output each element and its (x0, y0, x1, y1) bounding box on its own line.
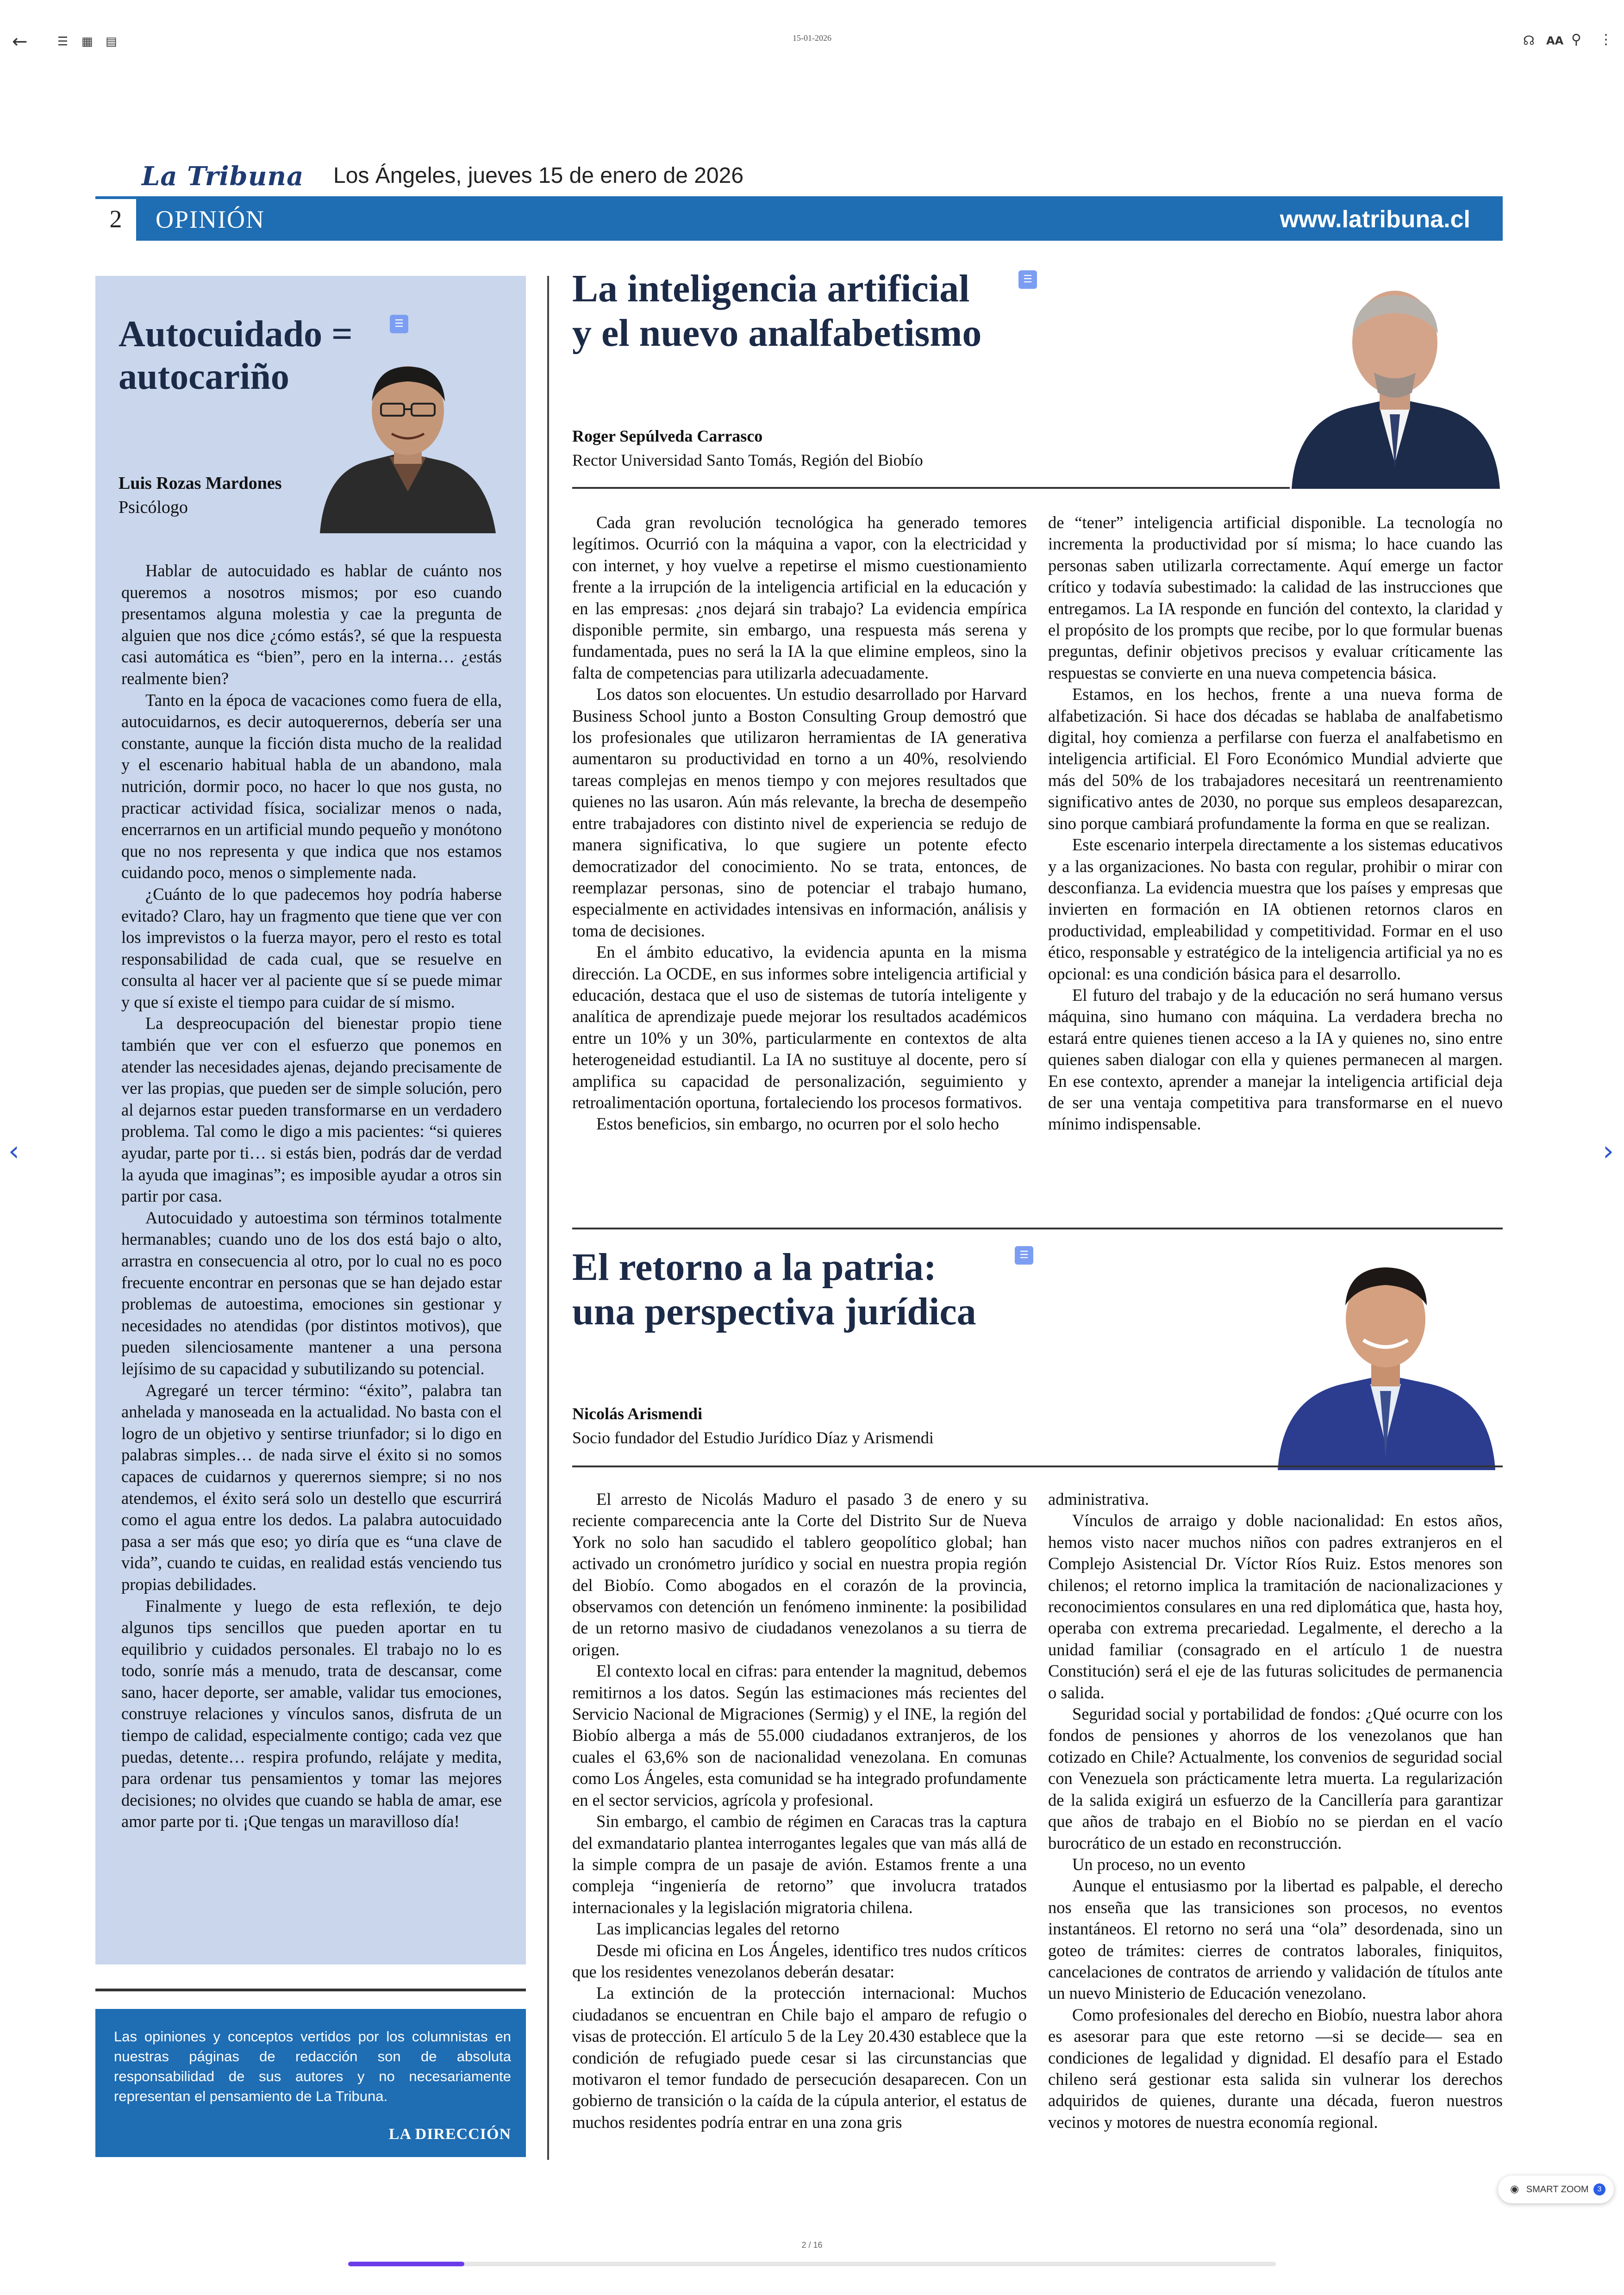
dateline: Los Ángeles, jueves 15 de enero de 2026 (333, 163, 744, 188)
column-divider (547, 276, 549, 2160)
divider (572, 1466, 1503, 1467)
disclaimer-signature: LA DIRECCIÓN (388, 2126, 511, 2143)
author-role: Psicólogo (119, 498, 188, 517)
article-note-icon[interactable]: ☰ (390, 315, 408, 333)
article-body (121, 560, 502, 1833)
next-page-icon[interactable]: › (1603, 1135, 1614, 1167)
disclaimer-text: Las opiniones y conceptos vertidos por los columnistas en nuestras páginas de redacción son de absoluta responsabilidad de sus autores y no necesariamente representan el pensamiento de La Tribuna. (114, 2028, 511, 2104)
title-line: una perspectiva jurídica (572, 1290, 976, 1333)
paragraph: Finalmente y luego de esta reflexión, te dejo algunos tips sencillos que pueden aportar en tu equilibrio y cuidados personales. El trabajo no lo es todo, sonríe más a menudo, trata de descansar, come sano, hacer deporte, ser amable, validar tus emociones, construye relaciones y vínculos sanos, disfruta de un tiempo de calidad, especialmente contigo; cada vez que puedas, detente… respira profundo, relájate y medita, para ordenar tus pensamientos y tomar las mejores decisiones; no olvides que cuando se habla de amar, ese amor parte por ti. ¡Que tengas un maravilloso día! (121, 1596, 502, 1831)
return-article-title[interactable] (572, 1245, 1081, 1334)
paragraph: Desde mi oficina en Los Ángeles, identifico tres nudos críticos que los residentes venezolanos deberán desatar: (572, 1940, 1027, 1981)
list-view-icon[interactable]: ☰ (57, 35, 69, 49)
author-name: Luis Rozas Mardones (119, 474, 282, 493)
text-size-icon[interactable]: AA (1546, 34, 1564, 47)
section-bar (95, 196, 1503, 241)
page-progress-bar[interactable] (348, 2262, 1276, 2266)
paragraph: La extinción de la protección internacional: Muchos ciudadanos se encuentran en Chile bajo el amparo de refugio o visas de protección. El artículo 5 de la Ley 20.430 establece que la condición de refugiado puede cesar si las circunstancias que motivaron el temor fundado de persecución desaparecen. Con un gobierno de transición o la caída de la cúpula anterior, el estatus de muchos residentes podría entrar en una zona gris (572, 1983, 1027, 2132)
divider (95, 1989, 526, 1991)
author-photo (311, 357, 505, 533)
paragraph: Como profesionales del derecho en Biobío, nuestra labor ahora es asesorar para que este retorno —si se decide— sea en condiciones de legalidad y dignidad. El desafío para el Estado chileno será gestionar esta salida sin vulnerar los derechos adquiridos de quienes, durante una década, fueron nuestros vecinos y motores de nuestra economía regional. (1048, 2005, 1503, 2132)
paragraph: de “tener” inteligencia artificial disponible. La tecnología no incrementa la productividad por sí misma; lo hace cuando las personas saben utilizarla correctamente. Aquí emerge un factor crítico y todavía subestimado: la calidad de las instrucciones que entregamos. La IA responde en función del contexto, la claridad y el propósito de los prompts que recibe, por lo que formular buenas preguntas, definir objetivos precisos y evaluar críticamente las respuestas se convierte en una nueva competencia básica. (1048, 513, 1503, 682)
article-column (1048, 1489, 1503, 2133)
author-name: Nicolás Arismendi (572, 1404, 703, 1423)
smart-zoom-button[interactable] (1498, 2176, 1614, 2203)
paragraph: Estos beneficios, sin embargo, no ocurren por el solo hecho (596, 1114, 999, 1134)
title-line: autocariño (119, 356, 289, 397)
paragraph: administrativa. (1048, 1490, 1149, 1509)
article-column (1048, 512, 1503, 1135)
paragraph: Hablar de autocuidado es hablar de cuánto nos queremos a nosotros mismos; por eso cuando presentamos alguna molestia y cae la pregunta de alguien que nos dice ¿cómo estás?, sé que la respuesta casi automática es “bien”, pero en la interna… ¿estás realmente bien? (121, 561, 502, 688)
paragraph: Tanto en la época de vacaciones como fuera de ella, autocuidarnos, es decir autoquerernos, debería ser una constante, aunque la ficción dista mucho de la realidad y el escenario habitual habla de un abandono, mala nutrición, dormir poco, no hacer lo que nos gusta, no practicar actividad física, socializar menos o nada, encerrarnos en un artificial mundo pequeño y monótono que no nos representa y que indica que nos estamos cuidando poco, menos o simplemente nada. (121, 690, 502, 882)
paragraph: Los datos son elocuentes. Un estudio desarrollado por Harvard Business School junto a Boston Consulting Group demostró que los profesionales que utilizaron herramientas de IA generativa aumentaron su productividad en torno a un 40%, resolviendo tareas complejas en menos tiempo y con mejores resultados que quienes no las usaron. Aún más relevante, la brecha de desempeño entre trabajadores con distinto nivel de experiencia se redujo de manera significativa, lo que sugiere un potente efecto democratizador del conocimiento. No se trata, entonces, de reemplazar personas, sino de potenciar el trabajo humano, especialmente en actividades intensivas en información, análisis y toma de decisiones. (572, 685, 1027, 940)
paragraph: ¿Cuánto de lo que padecemos hoy podría haberse evitado? Claro, hay un fragmento que tiene que ver con los imprevistos o la fuerza mayor, pero el resto es total responsabilidad de cada cual, que se resuelve en consulta al hacer ver al paciente que sí se puede mimar y que sí existe el tiempo para cuidar de sí mismo. (121, 884, 502, 1011)
article-column (572, 1489, 1027, 2133)
paragraph: Autocuidado y autoestima son términos totalmente hermanables; cuando uno de los dos está bajo o alto, arrastra en consecuencia al otro, por lo cual no es poco frecuente encontrar en personas que se han dejado estar problemas de autoestima, emociones sin gestionar y necesidades no atendidas (por distintos motivos), que pueden silenciosamente mantener a una persona lejísimo de su capacidad y subutilizando su potencial. (121, 1208, 502, 1378)
progress-fill (348, 2262, 464, 2266)
ai-article-title[interactable] (572, 267, 1035, 355)
author-photo (1287, 268, 1503, 489)
title-line: La inteligencia artificial (572, 267, 970, 310)
website-url[interactable]: www.latribuna.cl (1280, 206, 1470, 233)
newspaper-logo: La Tribuna (142, 161, 304, 192)
article-note-icon[interactable]: ☰ (1018, 270, 1037, 289)
back-arrow-icon[interactable]: ← (12, 31, 28, 52)
left-article[interactable] (95, 276, 526, 1964)
paragraph: Cada gran revolución tecnológica ha generado temores legítimos. Ocurrió con la máquina a vapor, con la electricidad y con internet, y hoy vuelve a repetirse el mismo cuestionamiento frente a la irrupción de la inteligencia artificial en la educación y en las empresas: ¿nos dejará sin trabajo? La evidencia empírica disponible permite, sin embargo, una respuesta más serena y fundamentada, pues no será la IA la que elimine empleos, sino la falta de competencias para utilizarla adecuadamente. (572, 513, 1027, 682)
subheading: Las implicancias legales del retorno (596, 1919, 839, 1939)
page-number: 2 (95, 199, 138, 241)
author-name: Roger Sepúlveda Carrasco (572, 427, 763, 445)
paragraph: En el ámbito educativo, la evidencia apunta en la misma dirección. La OCDE, en sus informes sobre inteligencia artificial y educación, destaca que el uso de sistemas de tutoría inteligente y analítica de aprendizaje puede mejorar los resultados académicos entre un 10% y un 30%, particularmente en contextos de alta heterogeneidad estudiantil. La IA no sustituye al docente, pero sí amplifica su capacidad de personalización, seguimiento y retroalimentación oportuna, fortaleciendo los procesos formativos. (572, 942, 1027, 1112)
paragraph: Este escenario interpela directamente a los sistemas educativos y a las organizaciones. No basta con regular, prohibir o mirar con desconfianza. La evidencia muestra que los países y empresas que invierten en formación en IA obtienen retornos claros en productividad, empleabilidad y competitividad. Formar en el uso ético, responsable y estratégico de la inteligencia artificial ya no es opcional: es una condición básica para el desarrollo. (1048, 835, 1503, 983)
paragraph: Seguridad social y portabilidad de fondos: ¿Qué ocurre con los fondos de pensiones y ahorros de los venezolanos que han cotizado en Chile? Actualmente, los convenios de seguridad social con Venezuela son prácticamente letra muerta. La regularización de la salida exigirá un esfuerzo de la Cancillería para garantizar que años de trabajo en el Biobío no se pierdan en el vacío burocrático de un estado en reconstrucción. (1048, 1704, 1503, 1852)
author-photo (1268, 1250, 1503, 1470)
disclaimer-box (95, 2009, 526, 2157)
eye-icon: ◉ (1510, 2183, 1519, 2195)
title-line: El retorno a la patria: (572, 1246, 937, 1289)
paragraph: Vínculos de arraigo y doble nacionalidad: En estos años, hemos visto nacer muchos niños con padres extranjeros en el Complejo Asistencial Dr. Víctor Ríos Ruiz. Estos menores son chilenos; el retorno implica la tramitación de nacionalizaciones y reconocimientos consulares en una red diplomática que, hasta hoy, operaba con extrema precariedad. Legalmente, el derecho a la unidad familiar (consagrado en el artículo 1 de nuestra Constitución) será el eje de las futuras solicitudes de permanencia o salida. (1048, 1511, 1503, 1702)
smart-zoom-badge: 3 (1593, 2183, 1605, 2195)
paragraph: El contexto local en cifras: para entender la magnitud, debemos remitirnos a los datos. Según las estimaciones más recientes del Servicio Nacional de Migraciones (Sermig) y el INE, la región del Biobío alberga a más de 55.000 ciudadanos extranjeros, de los cuales el 63,6% son de nacionalidad venezolana. En comunas como Los Ángeles, esta comunidad se ha integrado profundamente en el sector servicios, agrícola y profesional. (572, 1661, 1027, 1809)
paragraph: Aunque el entusiasmo por la libertad es palpable, el derecho nos enseña que las transiciones son procesos, no eventos instantáneos. El retorno no será una “ola” desordenada, sino un goteo de trámites: cierres de contratos laborales, finiquitos, cancelaciones de contratos de arriendo y validación de títulos ante un nuevo Ministerio de Educación venezolano. (1048, 1876, 1503, 2003)
previous-page-icon[interactable]: ‹ (8, 1135, 19, 1167)
author-role: Rector Universidad Santo Tomás, Región del Biobío (572, 451, 923, 469)
smart-zoom-label: SMART ZOOM (1526, 2184, 1589, 2195)
paragraph: Agregaré un tercer término: “éxito”, palabra tan anhelada y manoseada en la actualidad. No basta con el logro de un objetivo y sentirse triunfador; si lo digo en palabras simples… de nada sirve el éxito si no somos capaces de cuidarnos y querernos siempre; si no nos atendemos, el éxito será solo un destello que escurrirá como el agua entre los dedos. La palabra autocuidado pasa a ser más que eso; yo diría que es “una clave de vida”, cuando te cuidas, en realidad estás venciendo tus propias debilidades. (121, 1380, 502, 1594)
subheading: Un proceso, no un evento (1072, 1854, 1246, 1874)
paragraph: El arresto de Nicolás Maduro el pasado 3 de enero y su reciente comparecencia ante la Corte del Distrito Sur de Nueva York no solo han sacudido el tablero geopolítico global; han activado un cronómetro jurídico y social en nuestra propia región del Biobío. Como abogados en el corazón de la provincia, observamos con detención un fenómeno inminente: la posibilidad de un retorno masivo de ciudadanos venezolanos a su tierra de origen. (572, 1490, 1027, 1659)
author-role: Socio fundador del Estudio Jurídico Díaz y Arismendi (572, 1428, 934, 1447)
paragraph: Sin embargo, el cambio de régimen en Caracas tras la captura del exmandatario plantea interrogantes legales que van más allá de la simple compra de un pasaje de avión. Estamos frente a una compleja “ingeniería de retorno” que involucra tratados internacionales y la legislación migratoria chilena. (572, 1812, 1027, 1917)
paragraph: Estamos, en los hechos, frente a una nueva forma de alfabetización. Si hace dos décadas se hablaba de analfabetismo digital, hoy comienza a perfilarse con fuerza el analfabetismo en inteligencia artificial. El Foro Económico Mundial advierte que más del 50% de los trabajadores necesitará un reentrenamiento significativo antes de 2030, no porque sus empleos desaparezcan, sino porque cambiará profundamente la forma en que se realizan. (1048, 685, 1503, 833)
search-icon[interactable]: ⚲ (1571, 31, 1581, 48)
divider (572, 1228, 1503, 1229)
title-line: y el nuevo analfabetismo (572, 312, 982, 355)
paragraph: El futuro del trabajo y de la educación no será humano versus máquina, sino humano con máquina. La verdadera brecha no estará entre quienes tienen acceso a la IA y quienes no, sino entre quienes saben dialogar con ella y quienes permanecen al margen. En ese contexto, aprender a manejar la inteligencia artificial deja de ser una ventaja competitiva para transformarse en el nuevo mínimo indispensable. (1048, 985, 1503, 1134)
grid-view-icon[interactable]: ▦ (81, 35, 93, 49)
paragraph: La despreocupación del bienestar propio tiene también que ver con el esfuerzo que ponemos en atender las necesidades ajenas, dejando precisamente de ver las propias, que pueden ser de simple solución, pero al dejarnos estar pueden transformarse en un verdadero problema. Tal como le digo a mis pacientes: “si quieres ayudar, parte por ti… si estás bien, podrás dar de verdad la ayuda que imaginas”; es imposible ayudar a otros sin partir por casa. (121, 1014, 502, 1206)
section-label: OPINIÓN (156, 206, 265, 233)
edition-date: 15-01-2026 (793, 33, 831, 43)
article-column (572, 512, 1027, 1135)
article-note-icon[interactable]: ☰ (1015, 1246, 1033, 1265)
divider (572, 487, 1290, 489)
more-options-icon[interactable]: ⋮ (1599, 31, 1613, 48)
headphones-icon[interactable]: ☊ (1523, 33, 1535, 48)
title-line: Autocuidado = (119, 314, 353, 355)
page-indicator: 2 / 16 (801, 2240, 823, 2250)
article-view-icon[interactable]: ▤ (106, 35, 117, 49)
